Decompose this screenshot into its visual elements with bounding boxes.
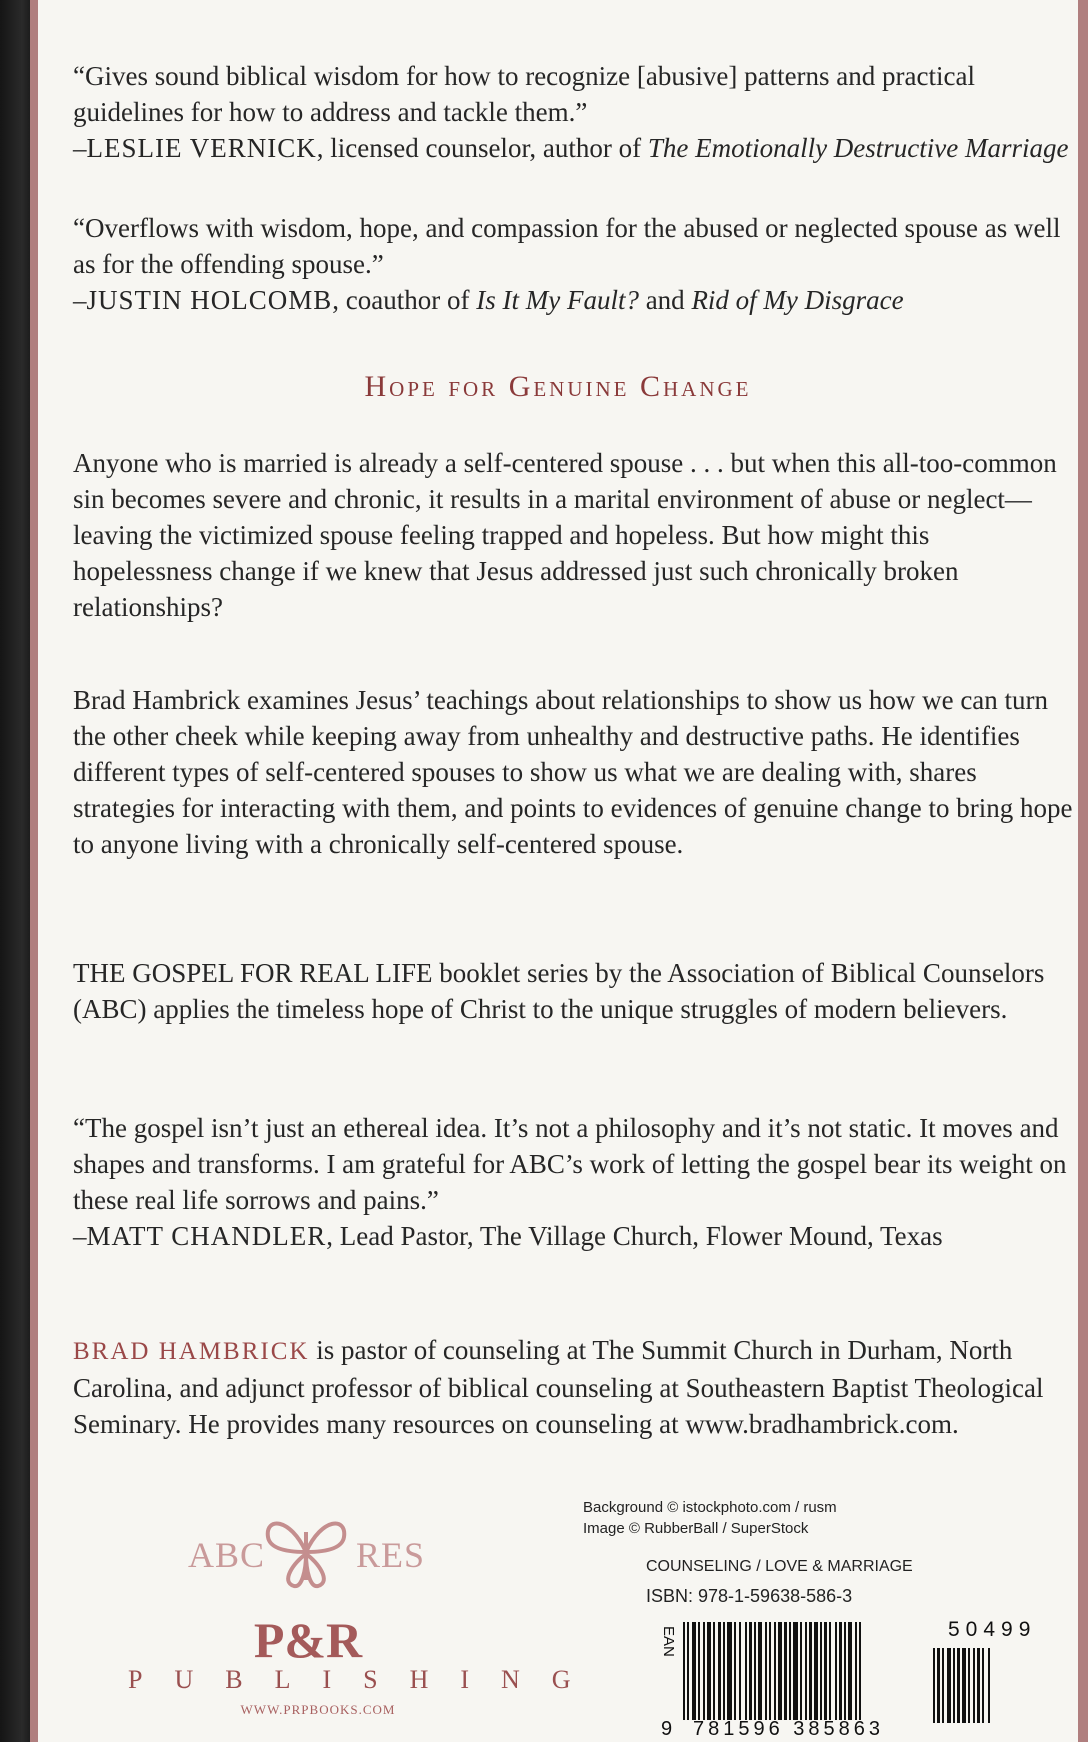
barcode-bar bbox=[820, 1622, 822, 1720]
barcode-bar bbox=[789, 1622, 791, 1720]
description-paragraph-2: Brad Hambrick examines Jesus’ teachings about relationships to show us how we can turn the other cheek while keeping away from unhealthy and destructive paths. He identifies different types of self-centered spouses to show us what we are dealing with, shares strategies for interacting with them, and points to evidences of genuine change to bring hope to anyone living with a chronically self-centered spouse. bbox=[73, 685, 1073, 859]
barcode-bar bbox=[692, 1622, 696, 1720]
barcode-bar bbox=[765, 1622, 767, 1720]
barcode-bar bbox=[968, 1648, 970, 1723]
series-description bbox=[73, 955, 1073, 1027]
barcode-bar bbox=[859, 1622, 861, 1720]
endorsement-1-role: , licensed counselor, author of bbox=[316, 133, 648, 163]
endorsement-2-attribution: –JUSTIN HOLCOMB, coauthor of Is It My Fault? and Rid of My Disgrace bbox=[73, 285, 904, 315]
endorsement-2-work-1: Is It My Fault? bbox=[476, 285, 639, 315]
barcode-bar bbox=[988, 1648, 990, 1723]
abc-logo bbox=[188, 1512, 428, 1592]
barcode-lead-digit: 9 bbox=[661, 1718, 673, 1740]
barcode-bar bbox=[683, 1622, 685, 1720]
barcode-bar bbox=[835, 1622, 837, 1720]
barcode-bar bbox=[687, 1622, 689, 1720]
barcode-bar bbox=[784, 1622, 787, 1720]
abc-logo-left: ABC bbox=[188, 1535, 266, 1575]
barcode-bar bbox=[844, 1622, 846, 1720]
series-endorsement-name: MATT CHANDLER bbox=[86, 1221, 327, 1251]
series-endorsement-role: , Lead Pastor, The Village Church, Flower Mound, Texas bbox=[326, 1221, 943, 1251]
endorsement-2-role: , coauthor of bbox=[332, 285, 477, 315]
barcode-bar bbox=[778, 1622, 782, 1720]
barcode-bar bbox=[947, 1648, 951, 1723]
barcode-bar bbox=[727, 1622, 732, 1720]
barcode-bar bbox=[962, 1648, 966, 1723]
barcode-bar bbox=[734, 1622, 736, 1720]
description-paragraph-1: Anyone who is married is already a self-centered spouse . . . but when this all-too-common sin becomes severe and chronic, it results in a marital environment of abuse or neglect—leaving the victimized spouse feeling trapped and hopeless. But how might this hopelessness change if we knew that Jesus addressed just such chronically broken relationships? bbox=[73, 448, 1057, 622]
author-bio bbox=[73, 1332, 1073, 1442]
ean-label: EAN bbox=[660, 1626, 677, 1657]
barcode-bar bbox=[973, 1648, 975, 1723]
barcode-bar bbox=[848, 1622, 852, 1720]
endorsement-2-name: JUSTIN HOLCOMB bbox=[86, 285, 333, 315]
endorsement-1-attribution: –LESLIE VERNICK, licensed counselor, author of The Emotionally Destructive Marriage bbox=[73, 133, 1069, 163]
barcode-bar bbox=[805, 1622, 807, 1720]
prr-logo: P&R bbox=[253, 1612, 363, 1668]
endorsement-1-quote: “Gives sound biblical wisdom for how to recognize [abusive] patterns and practical guidelines for how to address and tackle them.” bbox=[73, 61, 975, 127]
barcode-digits: 781596 385863 bbox=[693, 1718, 885, 1740]
endorsement-2-quote: “Overflows with wisdom, hope, and compassion for the abused or neglected spouse as well as for the offending spouse.” bbox=[73, 213, 1061, 279]
series-name: THE GOSPEL FOR REAL LIFE bbox=[73, 958, 433, 988]
barcode-bar bbox=[957, 1648, 960, 1723]
barcode-bar bbox=[745, 1622, 747, 1720]
endorsement-2-work-2: Rid of My Disgrace bbox=[691, 285, 904, 315]
barcode-bar bbox=[982, 1648, 984, 1723]
abc-logo-right: RES bbox=[356, 1535, 426, 1575]
barcode-bar bbox=[829, 1622, 831, 1720]
book-back-cover bbox=[30, 0, 1088, 1742]
author-name: BRAD HAMBRICK bbox=[73, 1338, 310, 1365]
barcode-bar bbox=[953, 1648, 955, 1723]
barcode-bars bbox=[683, 1622, 863, 1720]
isbn: ISBN: 978-1-59638-586-3 bbox=[646, 1586, 853, 1606]
section-heading: Hope for Genuine Change bbox=[364, 370, 752, 403]
endorsement-2-and: and bbox=[638, 285, 692, 315]
barcode-bar bbox=[758, 1622, 762, 1720]
barcode-bar bbox=[793, 1622, 798, 1720]
series-endorsement-quote: “The gospel isn’t just an ethereal idea. It’s not a philosophy and it’s not static. It moves and shapes and transforms. I am grateful for ABC’s work of letting the gospel bear its weight on these real life sorrows and pains.” bbox=[73, 1113, 1067, 1215]
barcode-bar bbox=[769, 1622, 771, 1720]
barcode-bar bbox=[814, 1622, 818, 1720]
barcode-bar bbox=[723, 1622, 725, 1720]
barcode-bar bbox=[713, 1622, 715, 1720]
barcode-bar bbox=[933, 1648, 935, 1723]
category-label: COUNSELING / LOVE & MARRIAGE bbox=[646, 1558, 913, 1575]
endorsement-1-work: The Emotionally Destructive Marriage bbox=[647, 133, 1069, 163]
barcode-bar bbox=[754, 1622, 756, 1720]
series-endorsement bbox=[73, 1110, 1073, 1254]
barcode-bar bbox=[749, 1622, 752, 1720]
barcode-bar bbox=[977, 1648, 980, 1723]
cover-panel bbox=[38, 0, 1078, 1742]
credit-image: Image © RubberBall / SuperStock bbox=[583, 1520, 809, 1537]
series-endorsement-attribution: –MATT CHANDLER, Lead Pastor, The Village Church, Flower Mound, Texas bbox=[73, 1221, 943, 1251]
barcode-bar bbox=[698, 1622, 700, 1720]
author-bio-text: is pastor of counseling at The Summit Church in Durham, North Carolina, and adjunct professor of biblical counseling at Southeastern Baptist Theological Seminary. He provides many resources on counseling at www.bradhambrick.com. bbox=[73, 1335, 1044, 1439]
barcode-bar bbox=[703, 1622, 705, 1720]
barcode-bar bbox=[942, 1648, 944, 1723]
barcode-bar bbox=[707, 1622, 711, 1720]
barcode-bar bbox=[800, 1622, 802, 1720]
barcode-bar bbox=[937, 1648, 940, 1723]
barcode-bar bbox=[855, 1622, 857, 1720]
barcode-bar bbox=[774, 1622, 776, 1720]
endorsement-2 bbox=[73, 210, 1073, 318]
barcode-bar bbox=[809, 1622, 812, 1720]
barcode-bar bbox=[824, 1622, 827, 1720]
barcode-bar bbox=[839, 1622, 842, 1720]
endorsement-1 bbox=[73, 58, 1073, 166]
series-text: booklet series by the Association of Biblical Counselors (ABC) applies the timeless hope of Christ to the unique struggles of modern believers. bbox=[73, 958, 1045, 1024]
barcode-bar bbox=[718, 1622, 721, 1720]
price-code-bars bbox=[933, 1648, 992, 1723]
photo-credits bbox=[583, 1497, 837, 1539]
publisher-website: WWW.PRPBOOKS.COM bbox=[240, 1702, 396, 1717]
butterfly-icon bbox=[260, 1512, 352, 1592]
credit-background: Background © istockphoto.com / rusm bbox=[583, 1499, 837, 1516]
publishing-wordmark: PUBLISHING bbox=[128, 1665, 603, 1694]
endorsement-1-name: LESLIE VERNICK bbox=[86, 133, 317, 163]
price-code: 50499 bbox=[948, 1618, 1037, 1641]
barcode bbox=[653, 1618, 1073, 1742]
barcode-bar bbox=[739, 1622, 741, 1720]
